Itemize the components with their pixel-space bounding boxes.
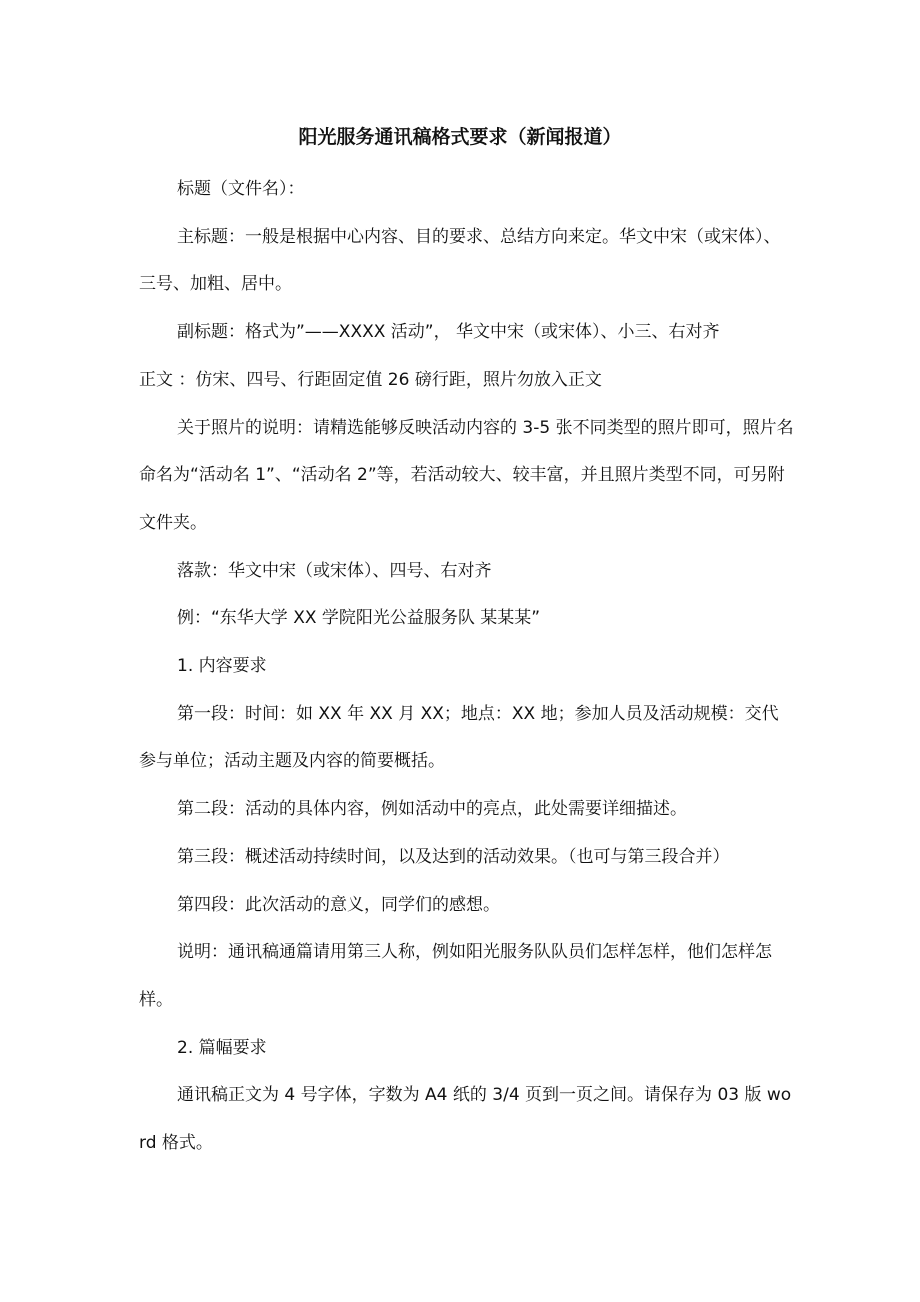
paragraph-example: 例：“东华大学 XX 学院阳光公益服务队 某某某” <box>177 608 541 629</box>
paragraph-title-heading: 标题（文件名）： <box>177 179 305 199</box>
section-heading-content: 1. 内容要求 <box>177 656 267 677</box>
section-heading-length: 2. 篇幅要求 <box>177 1037 267 1058</box>
paragraph-third-section: 第三段：概述活动持续时间，以及达到的活动效果。（也可与第三段合并） <box>177 846 730 867</box>
paragraph-second-section: 第二段：活动的具体内容，例如活动中的亮点，此处需要详细描述。 <box>177 799 687 820</box>
document-title: 阳光服务通讯稿格式要求（新闻报道） <box>298 126 622 148</box>
paragraph-photo-note: 关于照片的说明：请精选能够反映活动内容的 3-5 张不同类型的照片即可，照片名命名为“活动名 1”、“活动名 2”等，若活动较大、较丰富，并且照片类型不同，可另附文件夹。 <box>139 417 794 533</box>
paragraph-explanation: 说明：通讯稿通篇请用第三人称，例如阳光服务队队员们怎样怎样，他们怎样怎样。 <box>139 942 772 1010</box>
paragraph-length-requirement: 通讯稿正文为 4 号字体，字数为 A4 纸的 3/4 页到一页之间。请保存为 03 版 word 格式。 <box>139 1085 792 1154</box>
paragraph-fourth-section: 第四段：此次活动的意义，同学们的感想。 <box>177 894 500 915</box>
paragraph-subtitle: 副标题：格式为”——XXXX 活动”， 华文中宋（或宋体）、小三、右对齐 <box>177 322 720 343</box>
paragraph-main-title: 主标题：一般是根据中心内容、目的要求、总结方向来定。华文中宋（或宋体）、三号、加粗、居中。 <box>139 226 781 295</box>
document-body <box>139 166 794 1168</box>
paragraph-signature: 落款：华文中宋（或宋体）、四号、右对齐 <box>177 560 492 581</box>
paragraph-body-text: 正文 ：仿宋、四号、行距固定值 26 磅行距，照片勿放入正文 <box>139 369 602 390</box>
paragraph-first-section: 第一段：时间：如 XX 年 XX 月 XX；地点：XX 地；参加人员及活动规模：交代参与单位；活动主题及内容的简要概括。 <box>139 703 779 772</box>
